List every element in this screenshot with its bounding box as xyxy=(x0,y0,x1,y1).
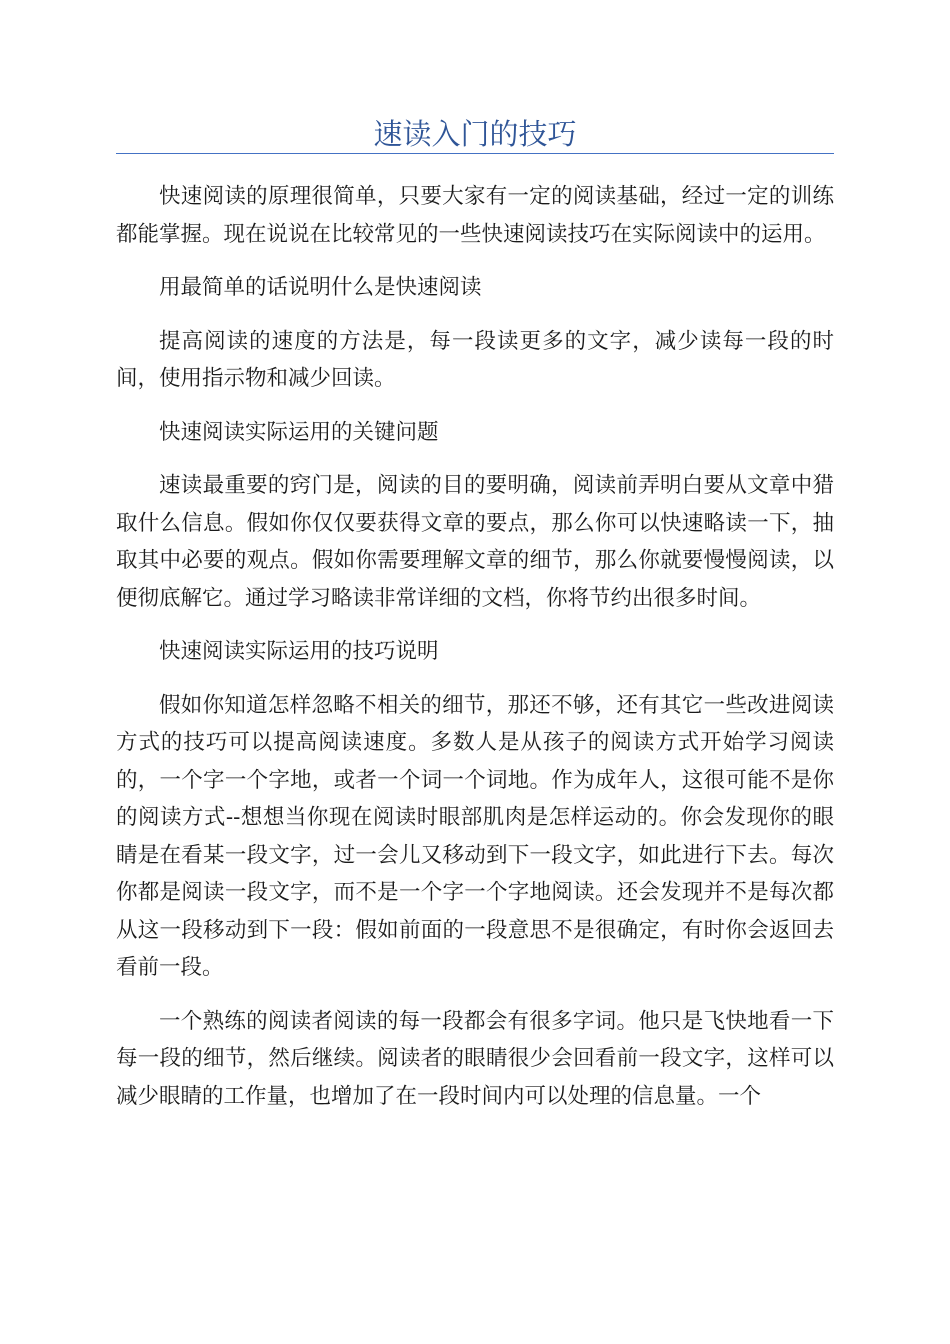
section-heading: 快速阅读实际运用的技巧说明 xyxy=(159,639,439,664)
paragraph: 一个熟练的阅读者阅读的每一段都会有很多字词。他只是飞快地看一下每一段的细节，然后继续。阅读者的眼睛很少会回看前一段文字，这样可以减少眼睛的工作量，也增加了在一段时间内可以处理的信息量。一个 xyxy=(116,1008,834,1109)
paragraph: 提高阅读的速度的方法是，每一段读更多的文字，减少读每一段的时间，使用指示物和减少回读。 xyxy=(116,328,834,391)
section-heading: 快速阅读实际运用的关键问题 xyxy=(159,419,439,445)
document-title: 速读入门的技巧 xyxy=(373,117,577,151)
paragraph: 速读最重要的窍门是，阅读的目的要明确，阅读前弄明白要从文章中猎取什么信息。假如你仅仅要获得文章的要点，那么你可以快速略读一下，抽取其中必要的观点。假如你需要理解文章的细节，那么你就要慢慢阅读，以便彻底解它。通过学习略读非常详细的文档，你将节约出很多时间。 xyxy=(116,473,834,611)
section-heading: 用最简单的话说明什么是快速阅读 xyxy=(159,275,482,300)
document-body xyxy=(116,178,834,1131)
paragraph: 假如你知道怎样忽略不相关的细节，那还不够，还有其它一些改进阅读方式的技巧可以提高阅读速度。多数人是从孩子的阅读方式开始学习阅读的，一个字一个字地，或者一个词一个词地。作为成年人，这很可能不是你的阅读方式--想想当你现在阅读时眼部肌肉是怎样运动的。你会发现你的眼睛是在看某一段文字，过一会儿又移动到下一段文字，如此进行下去。每次你都是阅读一段文字，而不是一个字一个字地阅读。还会发现并不是每次都从这一段移动到下一段：假如前面的一段意思不是很确定，有时你会返回去看前一段。 xyxy=(116,692,834,980)
title-underline xyxy=(116,153,834,154)
paragraph: 快速阅读的原理很简单，只要大家有一定的阅读基础，经过一定的训练都能掌握。现在说说在比较常见的一些快速阅读技巧在实际阅读中的运用。 xyxy=(116,184,834,247)
